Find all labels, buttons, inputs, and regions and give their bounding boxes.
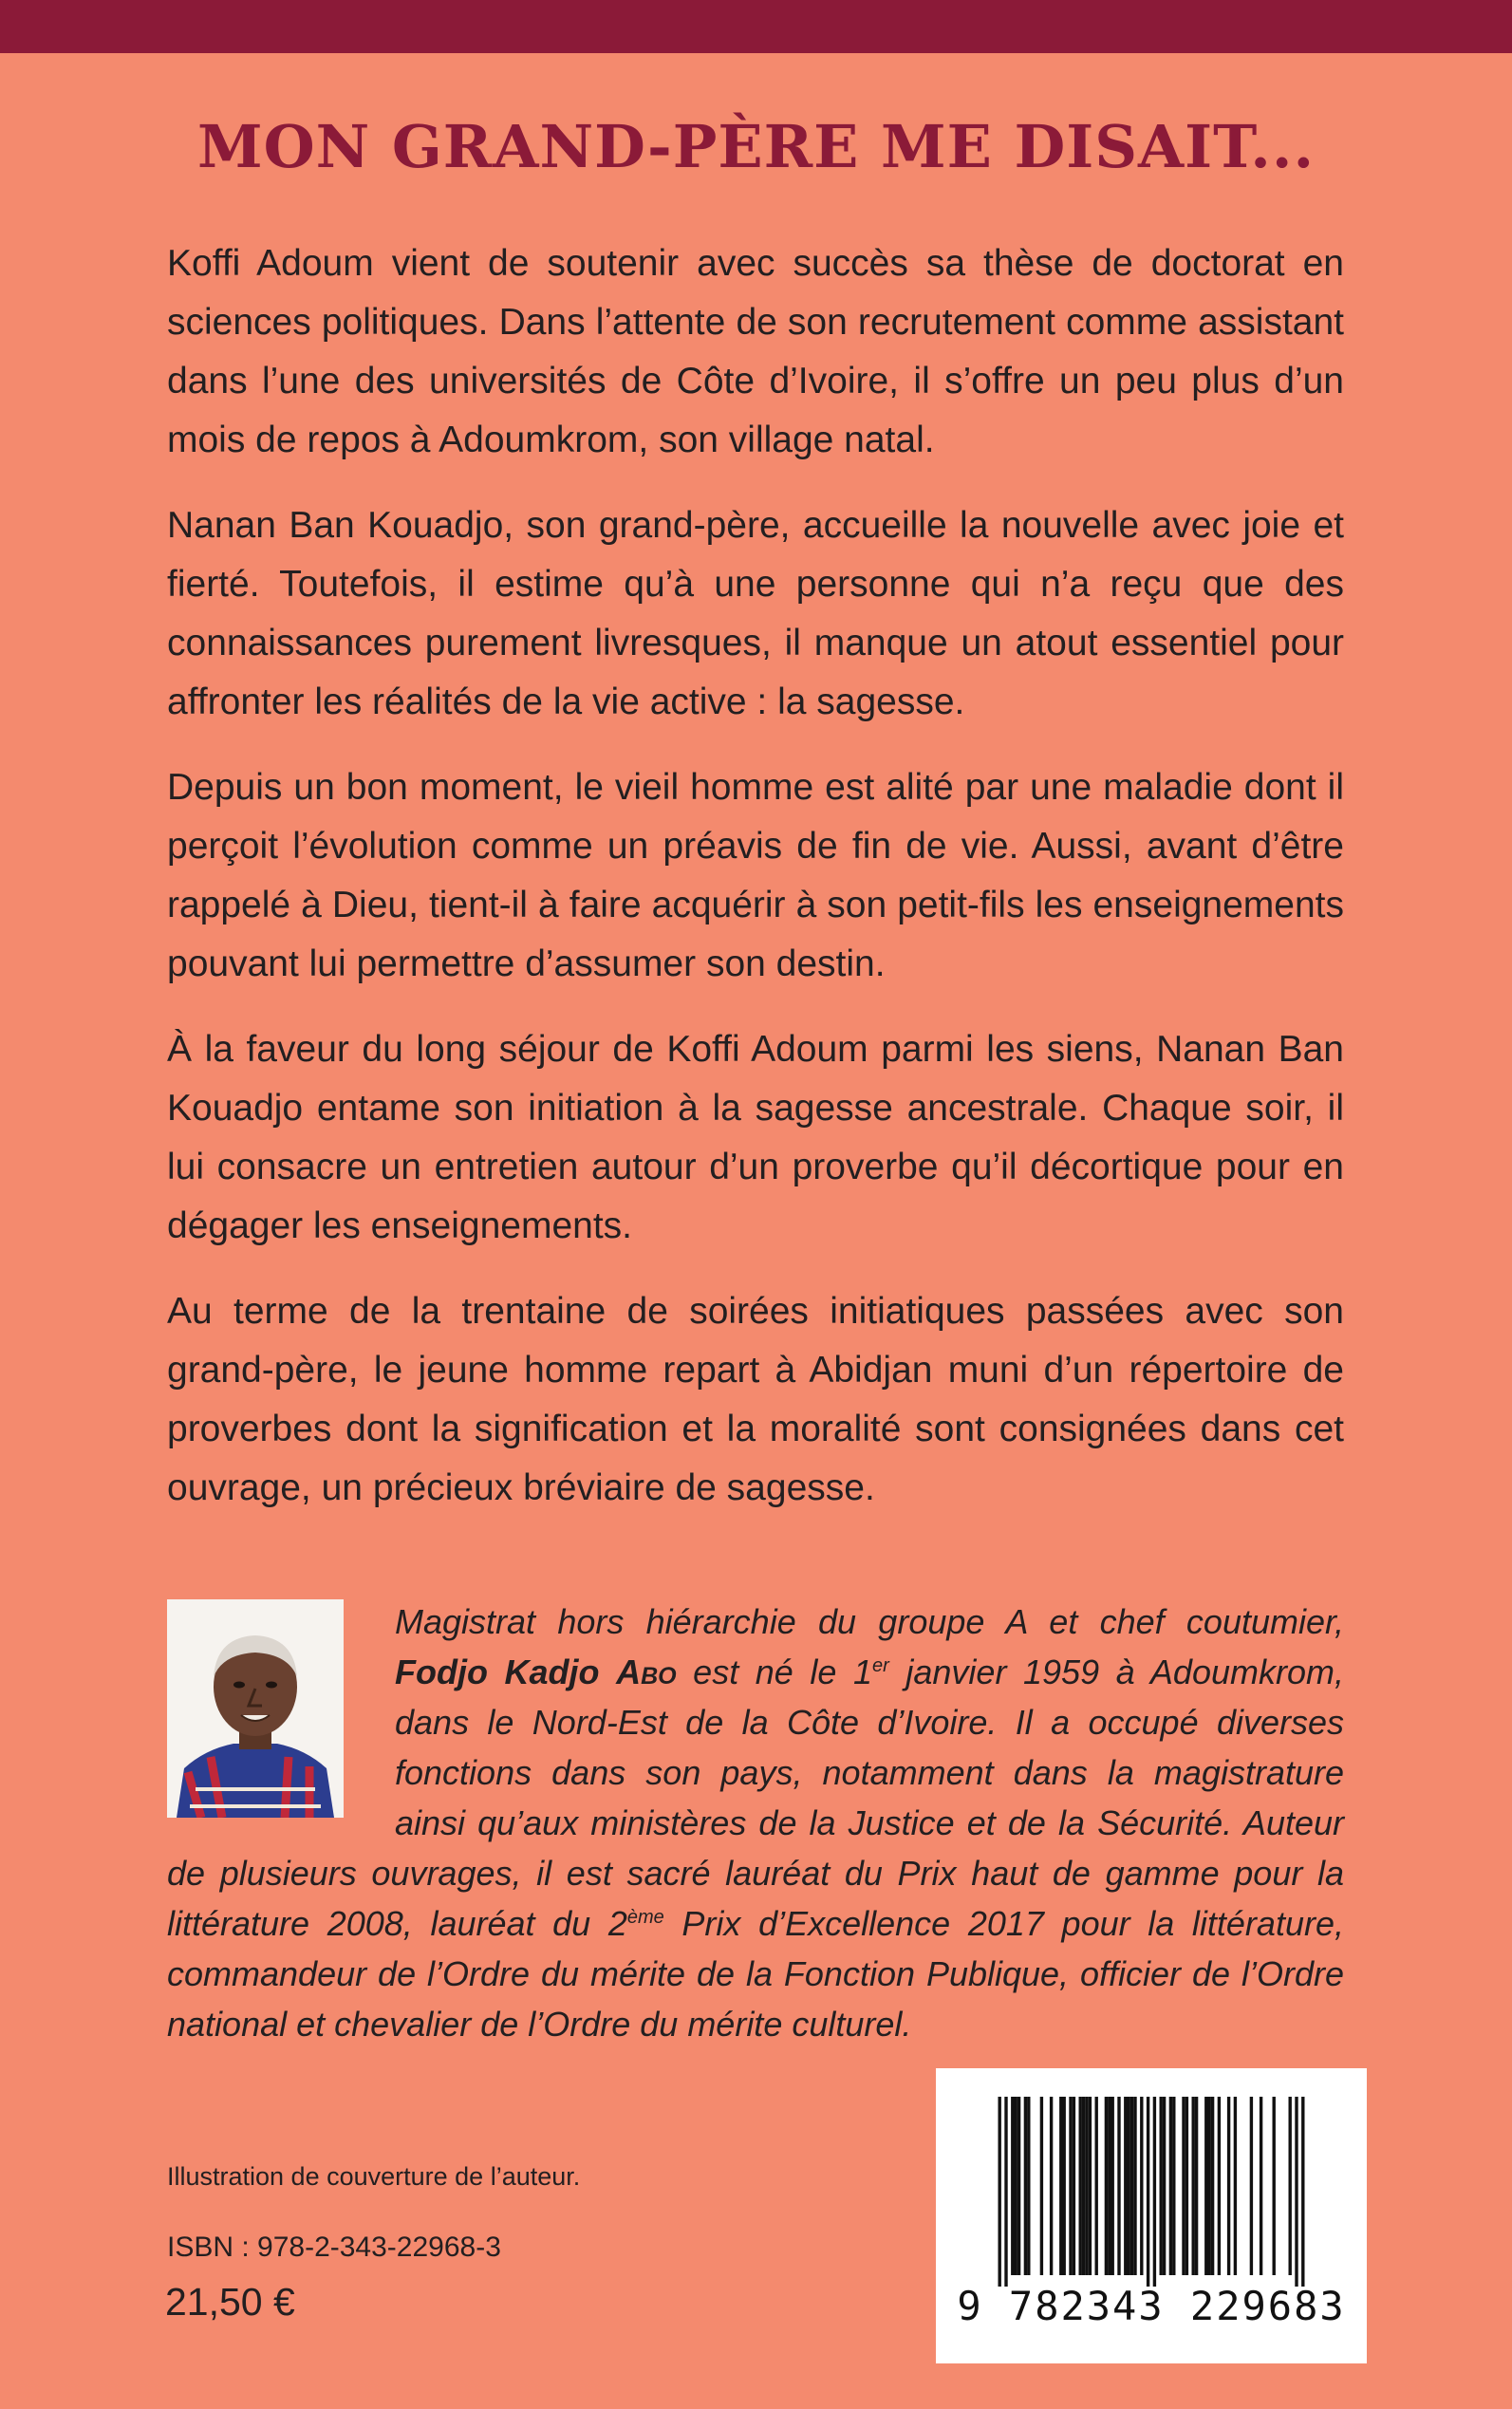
barcode-bar (1185, 2097, 1188, 2275)
barcode-bar (1218, 2097, 1221, 2275)
synopsis-paragraph: Au terme de la trentaine de soirées initiatiques passées avec son grand-père, le jeune homme repart à Abidjan muni d’un répertoire de proverbes dont la signification et la moralité sont consignées dans cet ouvrage, un précieux bréviaire de sagesse. (167, 1291, 1344, 1508)
barcode-bar (1004, 2097, 1007, 2287)
barcode-bar (1140, 2097, 1143, 2275)
barcode-bar (1153, 2097, 1156, 2287)
author-surname: Abo (616, 1653, 677, 1691)
barcode-bar (1172, 2097, 1175, 2275)
bio-middle: janvier 1959 à Adoumkrom, dans le Nord-Est de la Côte d’Ivoire. Il a occupé diverses fonctions dans son pays, notamment dans la magistrature ainsi qu’aux ministères de la Justice et de la Sécurité. Auteur de plusieurs ouvrages, il est sacré lauréat du Prix haut de gamme pour la littérature 2008, lauréat du 2 (167, 1653, 1344, 1943)
isbn: ISBN : 978-2-343-22968-3 (167, 2232, 501, 2263)
author-bio (167, 1597, 1344, 2049)
barcode-bar (1050, 2097, 1053, 2275)
bio-end: Prix d’Excellence 2017 pour la littérature, commandeur de l’Ordre du mérite de la Fonction Publique, officier de l’Ordre national et chevalier de l’Ordre du mérite culturel. (167, 1904, 1344, 2044)
barcode-bar (1073, 2097, 1075, 2275)
photo-spacer (167, 1597, 395, 1815)
barcode-bar (1015, 2097, 1017, 2275)
barcode-bar (1105, 2097, 1108, 2275)
barcode-bar (1027, 2097, 1030, 2275)
barcode (936, 2068, 1367, 2363)
barcode-bar (1133, 2097, 1136, 2275)
barcode-bar (1128, 2097, 1130, 2275)
barcode-bar (1108, 2097, 1111, 2275)
barcode-bar (1295, 2097, 1297, 2287)
synopsis (167, 234, 1344, 1544)
barcode-bar (1147, 2097, 1149, 2287)
barcode-bar (1059, 2097, 1062, 2275)
barcode-bar (1211, 2097, 1214, 2275)
barcode-bar (1160, 2097, 1163, 2275)
barcode-bar (1260, 2097, 1262, 2275)
barcode-bars-icon (936, 2068, 1367, 2287)
synopsis-paragraph: À la faveur du long séjour de Koffi Adoum parmi les siens, Nanan Ban Kouadjo entame son initiation à la sagesse ancestrale. Chaque soir, il lui consacre un entretien autour d’un proverbe qu’il décortique pour en dégager les enseignements. (167, 1029, 1344, 1246)
barcode-bar (1301, 2097, 1304, 2287)
synopsis-paragraph: Nanan Ban Kouadjo, son grand-père, accueille la nouvelle avec joie et fierté. Toutefois, il estime qu’à une personne qui n’a reçu que des connaissances purement livresques, il manque un atout essentiel pour affronter les réalités de la vie active : la sagesse. (167, 505, 1344, 722)
barcode-bar (1130, 2097, 1133, 2275)
synopsis-paragraph: Koffi Adoum vient de soutenir avec succès sa thèse de doctorat en sciences politiques. Dans l’attente de son recrutement comme assistant dans l’une des universités de Côte d’Ivoire, il s’offre un peu plus d’un mois de repos à Adoumkrom, son village natal. (167, 243, 1344, 460)
barcode-bar (1250, 2097, 1253, 2275)
barcode-bar (1011, 2097, 1014, 2275)
top-color-band (0, 0, 1512, 53)
barcode-bar (1273, 2097, 1276, 2275)
barcode-bar (1095, 2097, 1098, 2275)
barcode-bar (1017, 2097, 1020, 2275)
author-name (395, 1653, 677, 1691)
barcode-bar (1069, 2097, 1072, 2275)
barcode-bar (1111, 2097, 1114, 2275)
barcode-bar (1085, 2097, 1088, 2275)
barcode-bar (1289, 2097, 1292, 2275)
bio-born-superscript: er (872, 1655, 889, 1676)
barcode-bar (1192, 2097, 1195, 2275)
barcode-bar (1227, 2097, 1230, 2275)
bio-intro: Magistrat hors hiérarchie du groupe A et chef coutumier, (395, 1602, 1344, 1641)
synopsis-paragraph: Depuis un bon moment, le vieil homme est alité par une maladie dont il perçoit l’évolution comme un préavis de fin de vie. Aussi, avant d’être rappelé à Dieu, tient-il à faire acquérir à son petit-fils les enseignements pouvant lui permettre d’assumer son destin. (167, 767, 1344, 984)
barcode-bar (1204, 2097, 1207, 2275)
barcode-bar (1163, 2097, 1166, 2275)
bio-born: est né le 1 (676, 1653, 873, 1691)
barcode-bar (1169, 2097, 1172, 2275)
barcode-bar (1182, 2097, 1185, 2275)
price: 21,50 € (165, 2280, 295, 2324)
barcode-bar (1040, 2097, 1043, 2275)
barcode-bar (1082, 2097, 1085, 2275)
bio-prize-superscript: ème (626, 1907, 664, 1928)
cover-credit: Illustration de couverture de l’auteur. (167, 2162, 581, 2191)
barcode-bar (1208, 2097, 1211, 2275)
barcode-bar (1024, 2097, 1027, 2275)
barcode-bar (1117, 2097, 1120, 2275)
barcode-bar (1195, 2097, 1198, 2275)
author-given-name: Fodjo Kadjo (395, 1653, 617, 1691)
barcode-digits: 9 782343 229683 (957, 2283, 1346, 2329)
barcode-bar (1063, 2097, 1066, 2275)
barcode-bar (1089, 2097, 1092, 2275)
barcode-bar (1079, 2097, 1082, 2275)
barcode-bar (999, 2097, 1001, 2287)
book-title: MON GRAND-PÈRE ME DISAIT... (196, 112, 1316, 181)
barcode-bar (1124, 2097, 1127, 2275)
barcode-bar (1234, 2097, 1237, 2275)
